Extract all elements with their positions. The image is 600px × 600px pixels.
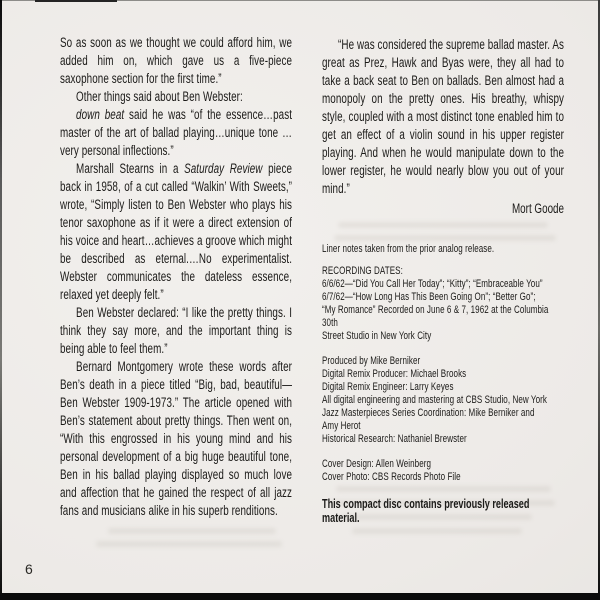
page-edge-left (0, 0, 2, 600)
left-column-content (60, 34, 292, 520)
recording-date-line: 6/6/62—“Did You Call Her Today”; “Kitty”; “Embraceable You” (322, 278, 543, 290)
page-edge-bottom (0, 593, 600, 600)
cover-credit-line: Cover Design: Allen Weinberg (322, 458, 432, 470)
reissue-notice: This compact disc contains previously released material. (322, 497, 530, 525)
recording-date-line: “My Romance” Recorded on June 6 & 7, 1962 at the Columbia 30th (322, 304, 549, 329)
recording-dates-heading: RECORDING DATES: (322, 265, 403, 277)
credit-line: Produced by Mike Berniker (322, 355, 421, 367)
right-column-content (322, 36, 564, 525)
paragraph-text: “He was considered the supreme ballad master. As great as Prez, Hawk and Byas were, they all had to take a back seat to Ben on ballads. Ben almost had a monopoly on the pretty ones. His breathy, whispy style, coupled with a most distinct tone enabled him to get an effect of a violin sound in his upper register playing. And when he would manipulate down to the lower register, he would nearly blow you out of your mind.” (322, 37, 565, 196)
italic-publication-name: down beat (76, 107, 125, 122)
production-credits (322, 355, 564, 446)
credit-line: Jazz Masterpieces Series Coordination: Mike Berniker and (322, 407, 535, 419)
recording-date-line: Street Studio in New York City (322, 330, 432, 342)
bleed-through-artifact (352, 528, 522, 534)
paragraph-text: Other things said about Ben Webster: (76, 89, 243, 104)
credit-line: All digital engineering and mastering at CBS Studio, New York (322, 394, 547, 406)
credit-line: Historical Research: Nathaniel Brewster (322, 433, 467, 445)
page-number: 6 (25, 561, 33, 577)
italic-publication-name: Saturday Review (184, 161, 263, 176)
paragraph-text: piece back in 1958, of a cut called “Walkin’ With Sweets,” wrote, “Simply listen to Ben Webster who plays his tenor saxophone as if it were a direct extension of his voice and heart…achieves a groove which might be described as eternal.…No experimentalist. Webster communicates the dateless essence, relaxed yet deeply felt.” (60, 161, 293, 302)
cover-credits (322, 458, 564, 484)
bleed-through-artifact (96, 541, 282, 547)
paragraph-ben-declared (60, 304, 292, 358)
paragraph-bernard-montgomery (60, 358, 292, 520)
paragraph-text: said he was “of the essence…past master of the art of ballad playing…unique tone …very personal inflections.” (60, 107, 293, 158)
scan-artifact (35, 0, 117, 2)
paragraph-marshall-stearns (60, 160, 292, 304)
quote-attribution: Mort Goode (511, 201, 565, 216)
paragraph-text: Bernard Montgomery wrote these words after Ben’s death in a piece titled “Big, bad, beautiful—Ben Webster 1909-1973.” The article opened with Ben’s statement about pretty things. Then went on, “With this engrossed in his young mind and his personal development of a big huge beautiful tone, Ben in his ballad playing displayed so much love and affection that he gained the respect of all jazz fans and musicians alike in his superb renditions. (60, 359, 293, 518)
bleed-through-artifact (108, 528, 276, 534)
paragraph-text: So as soon as we thought we could afford him, we added him on, which gave us a five-piece saxophone section for the first time.” (60, 35, 293, 86)
cover-credit-line: Cover Photo: CBS Records Photo File (322, 471, 461, 483)
paragraph-text: Marshall Stearns in a (76, 161, 185, 176)
paragraph-text: Ben Webster declared: “I like the pretty things. I think they say more, and the important thing is being able to feel them.” (60, 305, 293, 356)
paragraph-continued (60, 34, 292, 88)
credit-line: Amy Herot (322, 420, 361, 432)
recording-dates-lines (322, 278, 564, 343)
paragraph-down-beat (60, 106, 292, 160)
recording-date-line: 6/7/62—“How Long Has This Been Going On”; “Better Go”; (322, 291, 536, 303)
recording-dates-block (322, 265, 564, 343)
left-text-column (60, 34, 292, 520)
paragraph-supreme-ballad-quote (322, 36, 564, 198)
right-text-column (322, 36, 564, 525)
liner-note: Liner notes taken from the prior analog release. (322, 243, 495, 255)
credit-line: Digital Remix Engineer: Larry Keyes (322, 381, 454, 393)
credit-line: Digital Remix Producer: Michael Brooks (322, 368, 467, 380)
paragraph-other-things (60, 88, 292, 106)
